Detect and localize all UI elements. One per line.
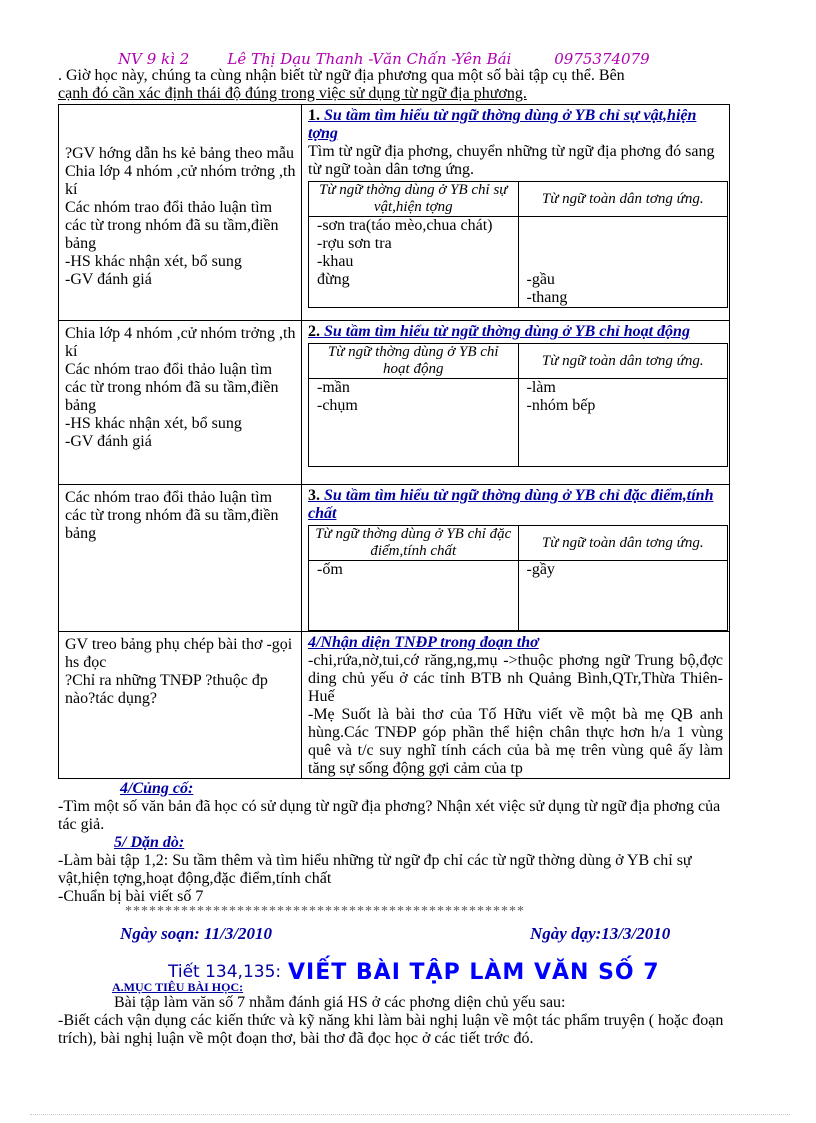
word-table-3 bbox=[308, 525, 728, 631]
after-table-block bbox=[58, 780, 738, 906]
standard-word: -thang bbox=[526, 289, 568, 306]
dando-heading: 5/ Dặn dò: bbox=[114, 834, 185, 851]
standard-word: -gầy bbox=[526, 561, 555, 578]
section-2-title bbox=[308, 323, 723, 341]
standard-words-cell bbox=[518, 379, 728, 467]
lesson-table bbox=[58, 104, 730, 779]
activity-line: ?GV hớng dẫn hs kẻ bảng theo mẫu bbox=[65, 145, 295, 162]
local-word: -khau bbox=[317, 253, 354, 270]
standard-words-cell bbox=[518, 217, 728, 308]
objectives-heading: A.MỤC TIÊU BÀI HỌC: bbox=[112, 980, 244, 994]
cungco-text: -Tìm một số văn bản đã học có sử dụng từ ngữ địa phơng? Nhận xét việc sử dụng từ ngữ địa phơng của tác giả. bbox=[58, 798, 721, 833]
col-header-local: Từ ngữ thờng dùng ở YB chỉ hoạt động bbox=[309, 344, 519, 379]
local-words-cell bbox=[309, 561, 519, 631]
section-title-text: Su tầm tìm hiểu từ ngữ thờng dùng ở YB chỉ sự vật,hiện tợng bbox=[308, 107, 697, 142]
dando-item: -Chuẩn bị bài viết số 7 bbox=[58, 888, 204, 905]
dando-item: -Làm bài tập 1,2: Su tầm thêm và tìm hiểu những từ ngữ đp chỉ các từ ngữ thờng dùng ở YB chỉ sự vật,hiện tợng,hoạt động,đặc điểm,tính chất bbox=[58, 852, 692, 887]
standard-words-cell bbox=[518, 561, 728, 631]
section-number: 1. bbox=[308, 107, 320, 124]
section-3-title bbox=[308, 487, 723, 523]
section-number: 2. bbox=[308, 323, 320, 340]
local-word: -ốm bbox=[317, 561, 343, 578]
objectives-text bbox=[58, 994, 738, 1048]
section-title-text: Su tầm tìm hiểu từ ngữ thờng dùng ở YB chỉ đặc điểm,tính chất bbox=[308, 487, 714, 522]
local-word: -chụm bbox=[317, 397, 358, 414]
objectives-line-1: Bài tập làm văn số 7 nhằm đánh giá HS ở các phơng diện chủ yếu sau: bbox=[114, 994, 566, 1011]
section-1-title bbox=[308, 107, 723, 143]
col-header-local: Từ ngữ thờng dùng ở YB chỉ đặc điểm,tính chất bbox=[309, 526, 519, 561]
date-prepared: Ngày soạn: 11/3/2010 bbox=[120, 924, 273, 943]
lesson-row-3 bbox=[59, 485, 730, 632]
activity-cell-2 bbox=[59, 321, 302, 485]
section-4-para-2: -Mẹ Suốt là bài thơ của Tố Hữu viết về một bà mẹ QB anh hùng.Các TNĐP góp phần thể hiện chân thực hơn h/a 1 vùng quê và t/c suy nghĩ tính cách của bà mẹ trên vùng quê ấy làm tăng sự sống động gợi cảm của tp bbox=[308, 706, 723, 777]
local-word: -mần bbox=[317, 379, 350, 396]
activity-cell-4 bbox=[59, 632, 302, 779]
local-words-cell bbox=[309, 379, 519, 467]
intro-paragraph bbox=[58, 67, 738, 103]
standard-word: -nhóm bếp bbox=[526, 397, 596, 414]
local-word: -rợu sơn tra bbox=[317, 235, 392, 252]
activity-line: GV treo bảng phụ chép bài thơ -gọi hs đọc bbox=[65, 636, 293, 671]
word-table-2 bbox=[308, 343, 728, 467]
activity-line: -GV đánh giá bbox=[65, 433, 152, 450]
cungco-heading: 4/Củng cố: bbox=[120, 780, 194, 797]
activity-line: Các nhóm trao đổi thảo luận tìm các từ trong nhóm đã su tầm,điền bảng bbox=[65, 199, 279, 252]
star-divider: ************************************************** bbox=[125, 904, 525, 919]
content-cell-3 bbox=[302, 485, 730, 632]
lesson-row-2 bbox=[59, 321, 730, 485]
col-header-standard: Từ ngữ toàn dân tơng ứng. bbox=[518, 526, 728, 561]
lesson-number-block bbox=[112, 962, 281, 995]
local-word: đừng bbox=[317, 271, 350, 288]
activity-line: Các nhóm trao đổi thảo luận tìm các từ trong nhóm đã su tầm,điền bảng bbox=[65, 361, 279, 414]
activity-line: Các nhóm trao đổi thảo luận tìm các từ trong nhóm đã su tầm,điền bảng bbox=[65, 489, 279, 542]
lesson-number: Tiết 134,135: bbox=[168, 962, 282, 982]
activity-line: Chia lớp 4 nhóm ,cử nhóm trởng ,th kí bbox=[65, 325, 296, 360]
section-number: 3. bbox=[308, 487, 320, 504]
activity-line: ?Chỉ ra những TNĐP ?thuộc đp nào?tác dụng? bbox=[65, 672, 268, 707]
date-taught: Ngày dạy:13/3/2010 bbox=[530, 924, 671, 943]
content-cell-1 bbox=[302, 105, 730, 321]
lesson-title: VIẾT BÀI TẬP LÀM VĂN SỐ 7 bbox=[288, 960, 660, 985]
section-4-para-1: -chi,rứa,nờ,tui,cớ răng,ng,mụ ->thuộc phơng ngữ Trung bộ,đợc ding chủ yếu ở các tỉnh BTB nh Quảng Bình,QTr,Thừa Thiên-Huế bbox=[308, 652, 723, 705]
activity-cell-3 bbox=[59, 485, 302, 632]
page-header: NV 9 kì 2 Lê Thị Dạu Thanh -Văn Chấn -Yên Bái 0975374079 bbox=[118, 50, 650, 68]
content-cell-2 bbox=[302, 321, 730, 485]
lesson-row-1 bbox=[59, 105, 730, 321]
local-word: -sơn tra(táo mèo,chua chát) bbox=[317, 217, 493, 234]
intro-line-2: cạnh đó cần xác định thái độ đúng trong việc sử dụng từ ngữ địa phương. bbox=[58, 85, 527, 102]
activity-line: -HS khác nhận xét, bổ sung bbox=[65, 415, 242, 432]
activity-line: Chia lớp 4 nhóm ,cử nhóm trởng ,th kí bbox=[65, 163, 296, 198]
lesson-row-4 bbox=[59, 632, 730, 779]
section-4-title: 4/Nhận diện TNĐP trong đoạn thơ bbox=[308, 634, 539, 651]
standard-word: -gầu bbox=[526, 271, 555, 288]
local-words-cell bbox=[309, 217, 519, 308]
section-1-desc: Tìm từ ngữ địa phơng, chuyển những từ ngữ địa phơng đó sang từ ngữ toàn dân tơng ứng. bbox=[308, 143, 715, 178]
intro-line-1: . Giờ học này, chúng ta cùng nhận biết từ ngữ địa phương qua một số bài tập cụ thể. Bên bbox=[58, 67, 625, 84]
word-table-1 bbox=[308, 181, 728, 308]
activity-line: -HS khác nhận xét, bổ sung bbox=[65, 253, 242, 270]
footer-divider bbox=[30, 1114, 790, 1115]
activity-cell-1 bbox=[59, 105, 302, 321]
activity-line: -GV đánh giá bbox=[65, 271, 152, 288]
col-header-local: Từ ngữ thờng dùng ở YB chỉ sự vật,hiện tợng bbox=[309, 182, 519, 217]
standard-word: -làm bbox=[526, 379, 556, 396]
col-header-standard: Từ ngữ toàn dân tơng ứng. bbox=[518, 344, 728, 379]
content-cell-4 bbox=[302, 632, 730, 779]
objectives-line-2: -Biết cách vận dụng các kiến thức và kỹ năng khi làm bài nghị luận về một tác phẩm truyện ( hoặc đoạn trích), bài nghị luận về một đoạn thơ, bài thơ đã đọc học ở các tiết trớc đó. bbox=[58, 1012, 724, 1047]
section-title-text: Su tầm tìm hiểu từ ngữ thờng dùng ở YB chỉ hoạt động bbox=[320, 323, 690, 340]
col-header-standard: Từ ngữ toàn dân tơng ứng. bbox=[518, 182, 728, 217]
